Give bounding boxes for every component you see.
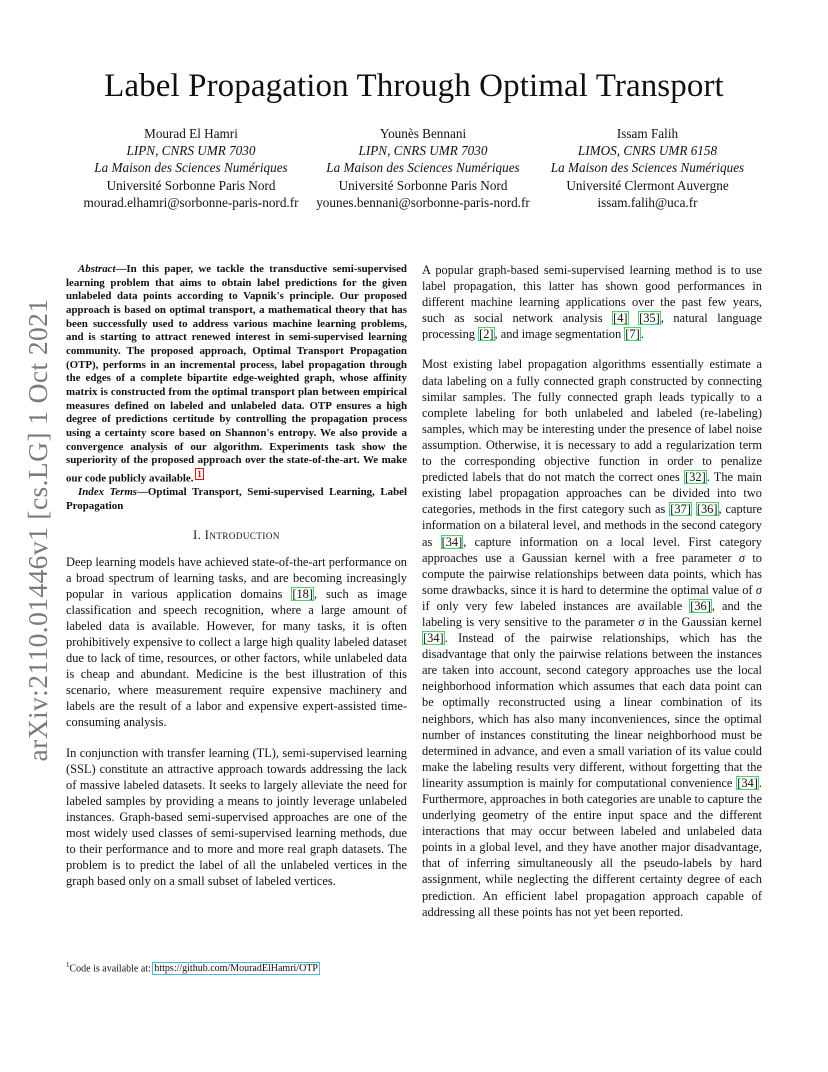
author-email: mourad.elhamri@sorbonne-paris-nord.fr bbox=[83, 194, 299, 210]
section-title: Introduction bbox=[204, 528, 280, 543]
arxiv-identifier: arXiv:2110.01446v1 [cs.LG] 1 Oct 2021 bbox=[22, 298, 53, 762]
text-span: if only very few labeled instances are available bbox=[422, 598, 690, 613]
author-institution: La Maison des Sciences Numériques bbox=[550, 160, 745, 176]
footnote-text: Code is available at: bbox=[69, 963, 154, 975]
author-email: younes.bennani@sorbonne-paris-nord.fr bbox=[316, 194, 530, 210]
author-university: Université Sorbonne Paris Nord bbox=[338, 177, 508, 193]
author-name: Younès Bennani bbox=[379, 126, 467, 141]
sigma-symbol: σ bbox=[638, 614, 645, 629]
citation-link[interactable]: [35] bbox=[639, 311, 660, 326]
intro-paragraph-3 bbox=[422, 262, 762, 342]
text-span: Deep learning models have achieved state-of-the-art performance on a broad spectrum of learning tasks, and are becoming increasingly popular in various application domains bbox=[66, 554, 407, 601]
left-column bbox=[66, 263, 407, 889]
author-institution: La Maison des Sciences Numériques bbox=[94, 160, 288, 176]
index-terms-lead: Index Terms bbox=[78, 486, 138, 499]
text-span: . The main existing label propagation approaches can be divided into two categories, methods in the first category such as bbox=[422, 470, 762, 517]
sigma-symbol: σ bbox=[738, 550, 745, 565]
intro-paragraph-1 bbox=[66, 554, 407, 731]
author-lab: LIPN, CNRS UMR 7030 bbox=[358, 143, 488, 159]
section-number: I. bbox=[193, 528, 202, 543]
author-block-1 bbox=[80, 125, 302, 211]
citation-link[interactable]: [18] bbox=[292, 586, 313, 601]
right-column bbox=[422, 262, 762, 920]
text-span: in the Gaussian kernel bbox=[644, 614, 762, 629]
text-span: A popular graph-based semi-supervised learning method is to use label propagation, this latter has shown good performances in different machine learning applications over the past few years, such as social network analysis bbox=[422, 263, 762, 326]
text-span: . bbox=[640, 327, 644, 342]
author-block-3 bbox=[540, 125, 755, 211]
text-span: . Furthermore, approaches in both categories are unable to capture the underlying geometry of the entire input space and the different interactions that may occur between labeled and unlabeled data points in a global level, and they have another major disadvantage, that of inferring simultaneously all the pseudo-labels by hard assignment, while neglecting the different certainty degree of each prediction. An efficient label propagation approach capable of addressing all these points has not yet been reported. bbox=[422, 775, 762, 919]
text-span: , such as image classification and speech recognition, where a large amount of labeled data is available. However, for many tasks, it is often prohibitively expensive to collect a large high quality labeled dataset due to lack of time, resources, or other factors, while unlabeled data is cheap and abundant. Medicine is the best illustration of this scenario, where measurement require expensive machinery and labels are the result of a labor and expensive expert-assisted time-consuming analysis. bbox=[66, 586, 407, 730]
citation-link[interactable]: [32] bbox=[685, 470, 706, 485]
text-span: . Instead of the pairwise relationships, which has the disadvantage that only the pairwise relations between the instances are taken into account, second category approaches use the local neighborhood information which assumes that each data point can be optimally reconstructed using a linear combination of its neighbors, which has also many inconveniences, since the optimal number of instances constituting the linear neighborhood must be determined in advance, and even a small variation of its value could make the labeling results very different, without forgetting that the linearity assumption is mainly for computational convenience bbox=[422, 631, 762, 790]
citation-link[interactable]: [7] bbox=[625, 327, 640, 342]
citation-link[interactable]: [34] bbox=[441, 534, 463, 549]
author-university: Université Clermont Auvergne bbox=[566, 177, 729, 193]
citation-link[interactable]: [2] bbox=[479, 327, 494, 342]
author-name: Issam Falih bbox=[616, 126, 679, 141]
author-university: Université Sorbonne Paris Nord bbox=[106, 177, 276, 193]
author-email: issam.falih@uca.fr bbox=[597, 194, 698, 210]
sigma-symbol: σ bbox=[755, 582, 762, 597]
section-heading bbox=[66, 527, 407, 543]
abstract-body: —In this paper, we tackle the transductive semi-supervised learning problem that aims to obtain label predictions for the given unlabeled data points according to Vapnik's principle. Our proposed approach is based on optimal transport, a mathematical theory that has been successfully used to address various machine learning problems, and is starting to attract renewed interest in semi-supervised learning community. The proposed approach, Optimal Transport Propagation (OTP), performs in an incremental process, label propagation through the edges of a complete bipartite edge-weighted graph, whose affinity matrix is constructed from the optimal transport plan between empirical measures defined on labeled and unlabeled data. OTP ensures a high degree of predictions certitude by controlling the propagation process using a certainty score based on Shannon's entropy. We also provide a convergence analysis of our algorithm. Experiments task show the superiority of the proposed approach over the state-of-the-art. We make our code publicly available. bbox=[66, 263, 407, 485]
arxiv-stamp bbox=[22, 300, 54, 760]
author-institution: La Maison des Sciences Numériques bbox=[326, 160, 520, 176]
text-span: , capture information on a local level. First category approaches use a Gaussian kernel with a free parameter bbox=[422, 534, 762, 565]
paper-title: Label Propagation Through Optimal Transport bbox=[104, 68, 724, 104]
footnote-mark: 1 bbox=[66, 961, 70, 969]
footnote-ref-link[interactable]: 1 bbox=[197, 468, 202, 479]
text-span: , and the labeling is very sensitive to the parameter bbox=[422, 598, 762, 629]
text-span: Most existing label propagation algorithms essentially estimate a data labeling on a fully connected graph constructed by connecting similar samples. The fully connected graph leads typically to a complete labeling for both unlabeled and labeled (re-labeling) samples, which may be interesting under the presence of label noise assumption. Otherwise, it is necessary to add a regularization term to the corresponding objective function in order to penalize predicted labels that do not match the correct ones bbox=[422, 357, 762, 485]
author-block-2 bbox=[310, 125, 536, 211]
text-span: , and image segmentation bbox=[494, 327, 625, 342]
abstract bbox=[66, 263, 407, 486]
intro-paragraph-2: In conjunction with transfer learning (TL), semi-supervised learning (SSL) constitute an attractive approach towards addressing the lack of massive labeled datasets. It seeks to largely alleviate the need for labeled samples by providing a means to jointly leverage unlabeled instances. Graph-based semi-supervised approaches are one of the most widely used classes of semi-supervised learning methods, due to their performance and to more and more real graph datasets. The problem is to predict the label of all the unlabeled vertices in the graph based only on a small subset of labeled vertices. bbox=[66, 745, 407, 889]
text-span: , capture information on a bilateral level, and methods in the second category as bbox=[422, 502, 763, 549]
citation-link[interactable]: [36] bbox=[690, 598, 711, 613]
text-span: to compute the pairwise relationships between data points, which has some drawbacks, since it is hard to determine the optimal value of bbox=[422, 550, 762, 597]
author-lab: LIPN, CNRS UMR 7030 bbox=[126, 143, 256, 159]
intro-paragraph-4 bbox=[422, 356, 762, 919]
author-name: Mourad El Hamri bbox=[144, 126, 238, 141]
citation-link[interactable]: [34] bbox=[423, 631, 444, 646]
citation-link[interactable]: [34] bbox=[737, 775, 758, 790]
footnote bbox=[66, 959, 319, 975]
text-span: , natural language processing bbox=[422, 311, 762, 342]
citation-link[interactable]: [37] bbox=[670, 502, 691, 517]
index-terms bbox=[66, 486, 407, 513]
index-terms-body: —Optimal Transport, Semi-supervised Learning, Label Propagation bbox=[66, 486, 407, 512]
code-url-link[interactable]: https://github.com/MouradElHamri/OTP bbox=[154, 963, 318, 975]
citation-link[interactable]: [36] bbox=[696, 502, 718, 517]
abstract-lead: Abstract bbox=[78, 263, 116, 275]
citation-link[interactable]: [4] bbox=[613, 311, 628, 326]
author-lab: LIMOS, CNRS UMR 6158 bbox=[577, 143, 718, 159]
